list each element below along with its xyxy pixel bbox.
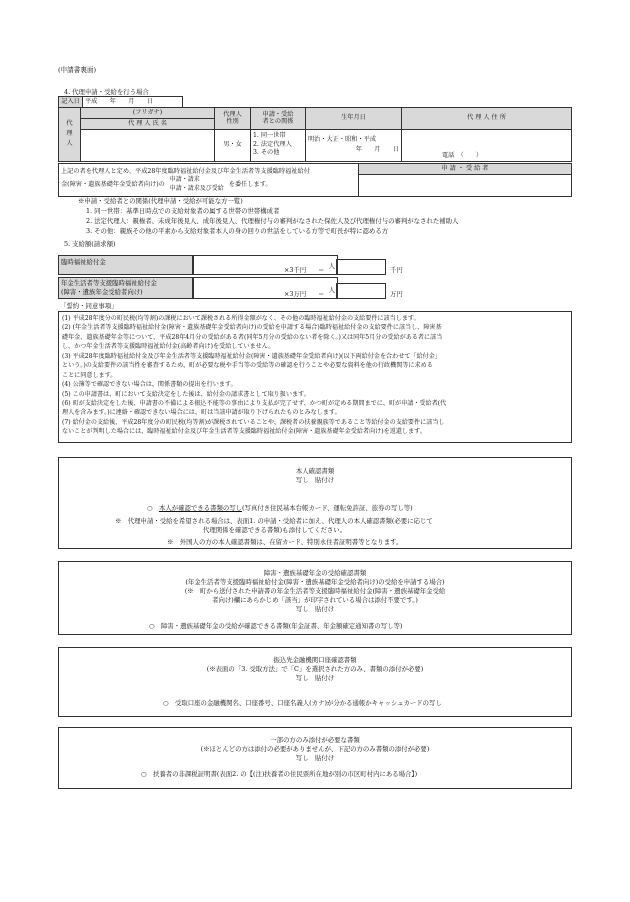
- pledge-line-9: (5) この申請書は、町において支給決定をした後は、給付金の請求書として取り扱います。: [62, 390, 310, 398]
- birth-field[interactable]: [306, 129, 402, 161]
- bank-docs-paste: 写し 貼付け: [295, 674, 335, 682]
- amount-row-1-label: 臨時福祉給付金: [58, 255, 193, 275]
- pension-docs-line2: (※ 町から送付された申請書の年金生活者等支援臨時福祉給付金(障害・遺族基礎年金受給: [184, 587, 446, 595]
- identity-docs-paste: 写し 貼付け: [295, 476, 335, 484]
- pledge-line-12: (7) 給付金の支給後、平成28年度分の町民税(均等割)が課税されていることや、課税者の扶養親族等であること等給付金の支給要件に該当し: [62, 418, 445, 426]
- relation-field[interactable]: [251, 129, 306, 161]
- agent-side-char-3: 人: [66, 140, 73, 148]
- agent-name-label: 代 理 人 氏 名: [81, 118, 215, 129]
- pledge-line-11: 理人を含みます。)に連絡・確認できない場合には、町は当該申請が取り下げられたものとみなします。: [62, 409, 341, 417]
- amount-row-2-count[interactable]: [193, 277, 338, 299]
- amount-row-1-eq: ＝: [318, 266, 325, 274]
- pledge-box: [58, 311, 572, 443]
- amount-row-1-result-unit: 千円: [390, 266, 403, 274]
- birth-date: 年 月 日: [355, 146, 399, 153]
- agent-side-char-2: 理: [66, 130, 73, 138]
- pension-docs-paste: 写し 貼付け: [295, 605, 335, 613]
- phone-label: 電話 （ ）: [442, 151, 483, 159]
- pledge-line-10: (6) 町が支給決定をした後、申請書の不備による振込不能等の事由により支払が完了せず、かつ町が定める期間までに、町が申請・受給者(代: [62, 399, 447, 407]
- delegation-option-1[interactable]: 申請・請求: [169, 176, 200, 184]
- pledge-line-1: (1) 平成28年度分の町民税(均等割)の課税において課税される所得金額がなく、その他の臨時福祉給付金の支給要件に該当します。: [62, 315, 420, 322]
- identity-docs-note1a: ※ 代理申請・受給を希望される場合は、表面1. の申請・受給者に加え、代理人の本人確認書類(必要に応じて: [115, 517, 433, 525]
- pledge-line-2: (2) (年金生活者等支援臨時福祉給付金(障害・遺族基礎年金受給者向け)の受給を申請する場合)臨時福祉給付金の支給要件に該当し、障害基: [62, 324, 442, 332]
- amount-row-2-result[interactable]: [336, 283, 386, 299]
- partial-docs-title: 一部の方のみ添付が必要な書類: [270, 736, 360, 744]
- amount-row-2-result-unit: 万円: [390, 290, 403, 298]
- identity-docs-title: 本人確認書類: [295, 467, 335, 475]
- address-label: 代 理 人 住 所: [402, 108, 572, 130]
- delegation-option-2[interactable]: 申請・請求及び受給: [169, 184, 224, 192]
- pledge-line-4: し、かつ年金生活者等支援臨時福祉給付金(高齢者向け)を受給していません。: [62, 343, 275, 351]
- amount-row-1-result[interactable]: [336, 259, 386, 275]
- agent-side-char-1: 代: [66, 120, 73, 128]
- section4-title: 4. 代理申請・受給を行う場合: [64, 88, 149, 96]
- agent-side-label: [59, 108, 81, 162]
- identity-docs-item-rest: (写真付き住民基本台帳カード、運転免許証、旅券の写し等): [242, 504, 413, 512]
- bank-docs-item: ○ 受取口座の金融機関名、口座番号、口座名義人(カナ)が分かる通帳かキャッシュカードの写し: [163, 699, 442, 707]
- relation-note-3: 3. その他：親族その他の平素から支給対象者本人の身の回りの世話をしている方等で町長が特に認める方: [86, 227, 389, 235]
- identity-docs-note2: ※ 外国人の方の本人確認書類は、在留カード、特別永住者証明書等となります。: [167, 538, 403, 546]
- entry-date-field[interactable]: 平成 年 月 日: [83, 97, 183, 108]
- bank-docs-title: 振込先金融機関口座確認書類: [273, 656, 357, 664]
- pledge-line-8: (4) 公簿等で確認できない場合は、関係書類の提出を行います。: [62, 381, 237, 389]
- identity-docs-item-underlined: 本人が確認できる書類の写し: [158, 504, 243, 512]
- pension-docs-box: [58, 561, 572, 635]
- amount-row-1-count[interactable]: [193, 255, 338, 275]
- bank-docs-box: [58, 647, 572, 717]
- pledge-line-7: ことに同意します。: [62, 371, 117, 379]
- pledge-line-3: 礎年金、遺族基礎年金等について、平成28年4月分の受給がある者(同年5月分の受給のない者を除く。)又は同年5月分の受給がある者に該当: [62, 333, 443, 341]
- gender-field[interactable]: 男・女: [215, 129, 251, 161]
- delegation-table: [58, 163, 572, 197]
- partial-docs-item: ○ 扶養者の非課税証明書(表面2. の【(注)扶養者の住民票所在地が別の市区町村内にある場合】): [141, 770, 418, 778]
- relation-notes-title: ※申請・受給者との関係(代理申請・受給が可能な方一覧): [78, 197, 243, 205]
- delegation-line-2: 金(障害・遺族基礎年金受給者向け)の: [61, 181, 165, 189]
- amount-row-2-eq: ＝: [318, 290, 325, 298]
- bank-docs-line1: (※表面の「3. 受取方法」で「C」を選択された方のみ、書類の添付が必要): [206, 665, 424, 673]
- delegation-line-1: 上記の者を代理人と定め、平成28年度臨時福祉給付金及び年金生活者等支援臨時福祉給付: [61, 167, 310, 175]
- partial-docs-line1: (※ほとんどの方は添付の必要がありませんが、下記の方のみ書類の添付が必要): [200, 745, 430, 753]
- applicant-field[interactable]: [359, 174, 572, 196]
- delegation-end: を委任します。: [228, 181, 272, 189]
- applicant-label: 申 請 ・ 受 給 者: [359, 164, 572, 175]
- gender-label: 代理人 性別: [215, 108, 251, 130]
- birth-era: 明治・大正・昭和・平成: [308, 136, 377, 144]
- relation-option-3[interactable]: 3. その他: [253, 149, 280, 157]
- page-header: (申請書裏面): [58, 66, 97, 74]
- pledge-line-13: ないことが判明した場合には、臨時福祉給付金及び年金生活者等支援臨時福祉給付金(障害・遺族基礎年金受給者向け)を返還します。: [62, 428, 426, 436]
- pledge-line-6: という。)の支給要件の該当性を審査するため、町が必要な税や手当等の受給等の確認を行うことや必要な資料を他の行政機関等に求める: [62, 362, 433, 370]
- amount-row-2-mult: ×3万円: [284, 290, 307, 298]
- furigana-label: (フリガナ): [81, 108, 215, 119]
- identity-docs-item-prefix: ○: [147, 504, 159, 512]
- identity-docs-box: [58, 457, 572, 549]
- identity-docs-note1b: 代理関係を確認できる書類)も添付してください。: [203, 526, 347, 534]
- partial-docs-paste: 写し 貼付け: [295, 754, 335, 762]
- relation-option-1[interactable]: 1. 同一世帯: [253, 131, 286, 139]
- pension-docs-line1: (年金生活者等支援臨時福祉給付金(障害・遺族基礎年金受給者向け)の受給を申請する場合): [185, 578, 445, 586]
- partial-docs-box: [58, 727, 572, 789]
- amount-row-1-unit: 人: [328, 262, 335, 270]
- pension-docs-line3: 者向け)欄にあらかじめ「該当」が印字されている場合は添付不要です。): [212, 596, 418, 604]
- relation-option-2[interactable]: 2. 法定代理人: [253, 140, 292, 148]
- identity-docs-item: [147, 504, 413, 512]
- section5-title: 5. 支給額(請求額): [64, 240, 116, 248]
- pledge-line-5: (3) 平成28年度臨時福祉給付金及び年金生活者等支援臨時福祉給付金(障害・遺族基礎年金受給者向け)(以下両給付金を合わせて「給付金」: [62, 352, 441, 360]
- birth-label: 生年月日: [306, 108, 402, 130]
- relation-label: 申請・受給 者との関係: [251, 108, 306, 130]
- pension-docs-item: ○ 障害・遺族基礎年金の受給が確認できる書類(年金証書、年金額確定通知書の写し等): [149, 622, 403, 630]
- amount-row-2-unit: 人: [328, 286, 335, 294]
- pension-docs-title: 障害・遺族基礎年金の受給確認書類: [263, 569, 367, 577]
- agent-name-field[interactable]: [81, 129, 215, 161]
- agent-table: [58, 107, 572, 162]
- entry-date-label: 記入日: [59, 97, 83, 108]
- amount-row-2-label-1: 年金生活者等支援臨時福祉給付金: [61, 279, 157, 287]
- pledge-title: 「誓約・同意事項」: [60, 302, 118, 310]
- amount-row-2-label-2: (障害・遺族年金受給者向け): [61, 287, 143, 296]
- delegation-text: [59, 164, 359, 197]
- amount-row-1-mult: ×3千円: [284, 266, 307, 274]
- relation-note-1: 1. 同一世帯：基準日時点での支給対象者の属する世帯の世帯構成者: [86, 207, 280, 215]
- relation-note-2: 2. 法定代理人：親権者、未成年後見人、成年後見人、代理権付与の審判がなされた保佐人及び代理権付与の審判がなされた補助人: [86, 217, 459, 225]
- entry-date-table: [58, 96, 183, 108]
- address-field[interactable]: [402, 129, 572, 161]
- amount-row-2-label: [58, 277, 193, 299]
